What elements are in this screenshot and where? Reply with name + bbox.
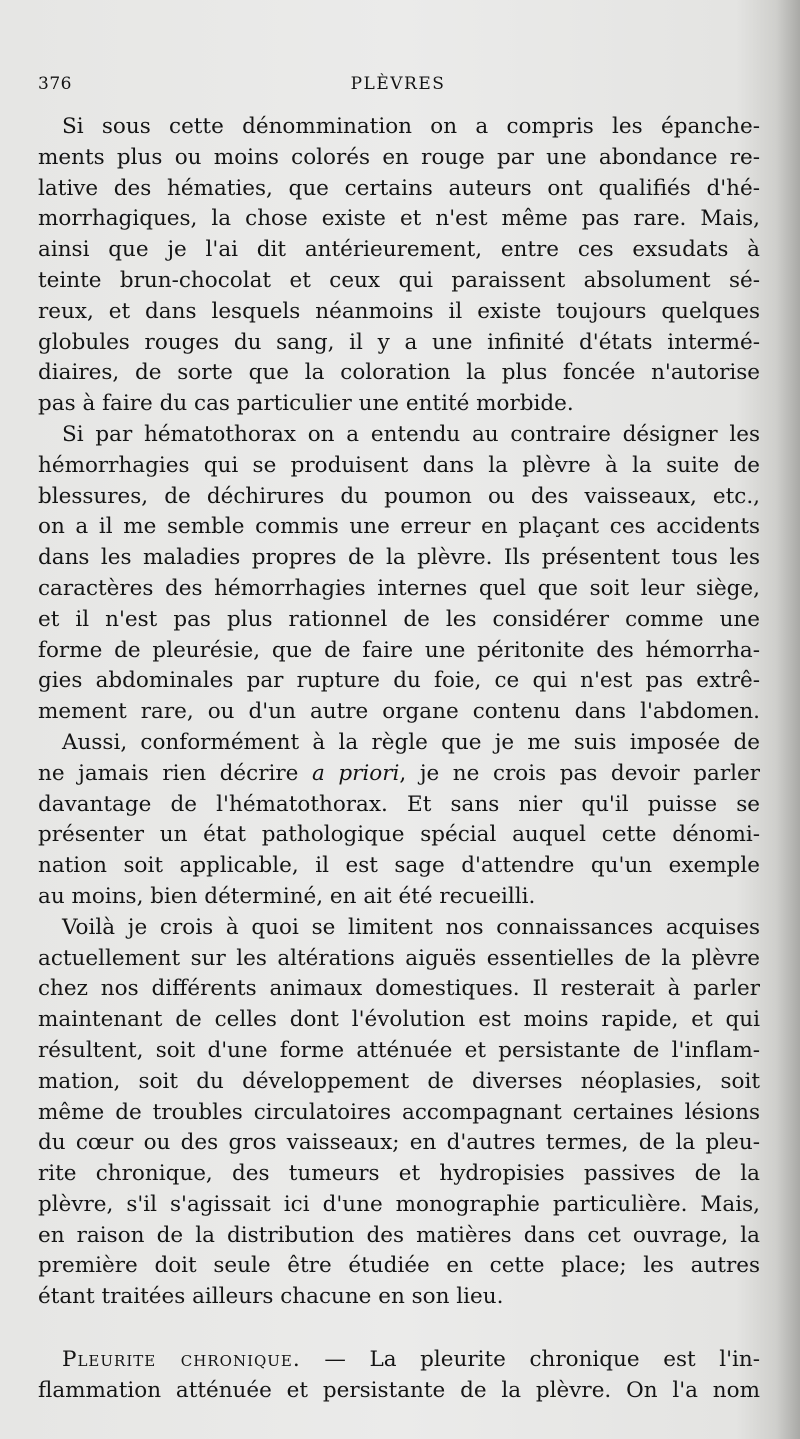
text-line: pas à faire du cas particulier une entité morbide.: [38, 391, 574, 417]
paragraph-1: [38, 112, 760, 420]
section-first-line: [38, 1345, 760, 1376]
paragraph-4: [38, 913, 760, 1313]
italic-term: a priori: [311, 760, 400, 786]
text-line: du cœur ou des gros vaisseaux; en d'autres termes, de la pleu-: [38, 1130, 760, 1156]
text-line: dans les maladies propres de la plèvre. Ils présentent tous les: [38, 545, 760, 571]
text-line: ments plus ou moins colorés en rouge par une abondance re-: [38, 144, 760, 170]
section-spacer: [38, 1313, 760, 1345]
text-line: reux, et dans lesquels néanmoins il existe toujours quelques: [38, 298, 760, 324]
text-line: au moins, bien déterminé, en ait été recueilli.: [38, 883, 536, 909]
text-line: chez nos différents animaux domestiques. Il resterait à parler: [38, 976, 760, 1002]
text-line: Aussi, conformément à la règle que je me suis imposée de: [62, 729, 760, 755]
page-number: 376: [38, 74, 72, 94]
text-line: morrhagiques, la chose existe et n'est même pas rare. Mais,: [38, 206, 760, 232]
text-line: on a il me semble commis une erreur en plaçant ces accidents: [38, 514, 760, 540]
text-line: flammation atténuée et persistante de la plèvre. On l'a nom: [38, 1377, 760, 1403]
paragraph-3: [38, 728, 760, 913]
text-line: diaires, de sorte que la coloration la plus foncée n'autorise: [38, 360, 760, 386]
text-line: globules rouges du sang, il y a une infinité d'états intermé-: [38, 329, 760, 355]
text-fragment: ne jamais rien décrire: [38, 760, 312, 786]
text-line: gies abdominales par rupture du foie, ce qui n'est pas extrê-: [38, 668, 760, 694]
section-heading: Pleurite chronique.: [62, 1347, 301, 1373]
text-fragment: , je ne crois pas devoir parler: [399, 760, 760, 786]
text-line: teinte brun-chocolat et ceux qui paraissent absolument sé-: [38, 267, 760, 293]
text-line: mement rare, ou d'un autre organe contenu dans l'abdomen.: [38, 699, 760, 725]
text-line: blessures, de déchirures du poumon ou des vaisseaux, etc.,: [38, 483, 760, 509]
text-line: forme de pleurésie, que de faire une péritonite des hémorrha-: [38, 637, 760, 663]
em-dash: —: [300, 1347, 370, 1373]
text-line: mation, soit du développement de diverses néoplasies, soit: [38, 1068, 760, 1094]
page-body: [38, 112, 760, 1407]
text-line: Si sous cette dénommination on a compris les épanche-: [62, 114, 760, 139]
text-line: première doit seule être étudiée en cette place; les autres: [38, 1253, 760, 1279]
text-line: ainsi que je l'ai dit antérieurement, entre ces exsudats à: [38, 237, 760, 263]
text-line: étant traitées ailleurs chacune en son lieu.: [38, 1284, 504, 1310]
text-line: plèvre, s'il s'agissait ici d'une monographie particulière. Mais,: [38, 1191, 760, 1217]
text-line: lative des hématies, que certains auteurs ont qualifiés d'hé-: [38, 175, 760, 201]
text-line: Si par hématothorax on a entendu au contraire désigner les: [62, 421, 760, 447]
text-line: rite chronique, des tumeurs et hydropisies passives de la: [38, 1161, 760, 1187]
text-line: caractères des hémorrhagies internes quel que soit leur siège,: [38, 575, 760, 601]
text-line: Voilà je crois à quoi se limitent nos connaissances acquises: [62, 914, 760, 940]
text-line: présenter un état pathologique spécial auquel cette dénomi-: [38, 822, 760, 848]
text-line: hémorrhagies qui se produisent dans la plèvre à la suite de: [38, 452, 760, 478]
text-line-with-italic: [38, 759, 760, 790]
text-line: maintenant de celles dont l'évolution est moins rapide, et qui: [38, 1007, 760, 1033]
section-pleurite-chronique: [38, 1345, 760, 1407]
text-line: actuellement sur les altérations aiguës essentielles de la plèvre: [38, 945, 760, 971]
text-line: nation soit applicable, il est sage d'attendre qu'un exemple: [38, 853, 760, 879]
text-line: résultent, soit d'une forme atténuée et persistante de l'inflam-: [38, 1037, 760, 1063]
page-header: [38, 74, 758, 100]
text-line: même de troubles circulatoires accompagnant certaines lésions: [38, 1099, 760, 1125]
running-title: PLÈVRES: [350, 74, 446, 94]
text-line: et il n'est pas plus rationnel de les considérer comme une: [38, 606, 760, 632]
text-line: en raison de la distribution des matières dans cet ouvrage, la: [38, 1222, 760, 1248]
paragraph-2: [38, 420, 760, 728]
text-line: davantage de l'hématothorax. Et sans nier qu'il puisse se: [38, 791, 760, 817]
text-fragment: La pleurite chronique est l'in-: [369, 1347, 760, 1373]
